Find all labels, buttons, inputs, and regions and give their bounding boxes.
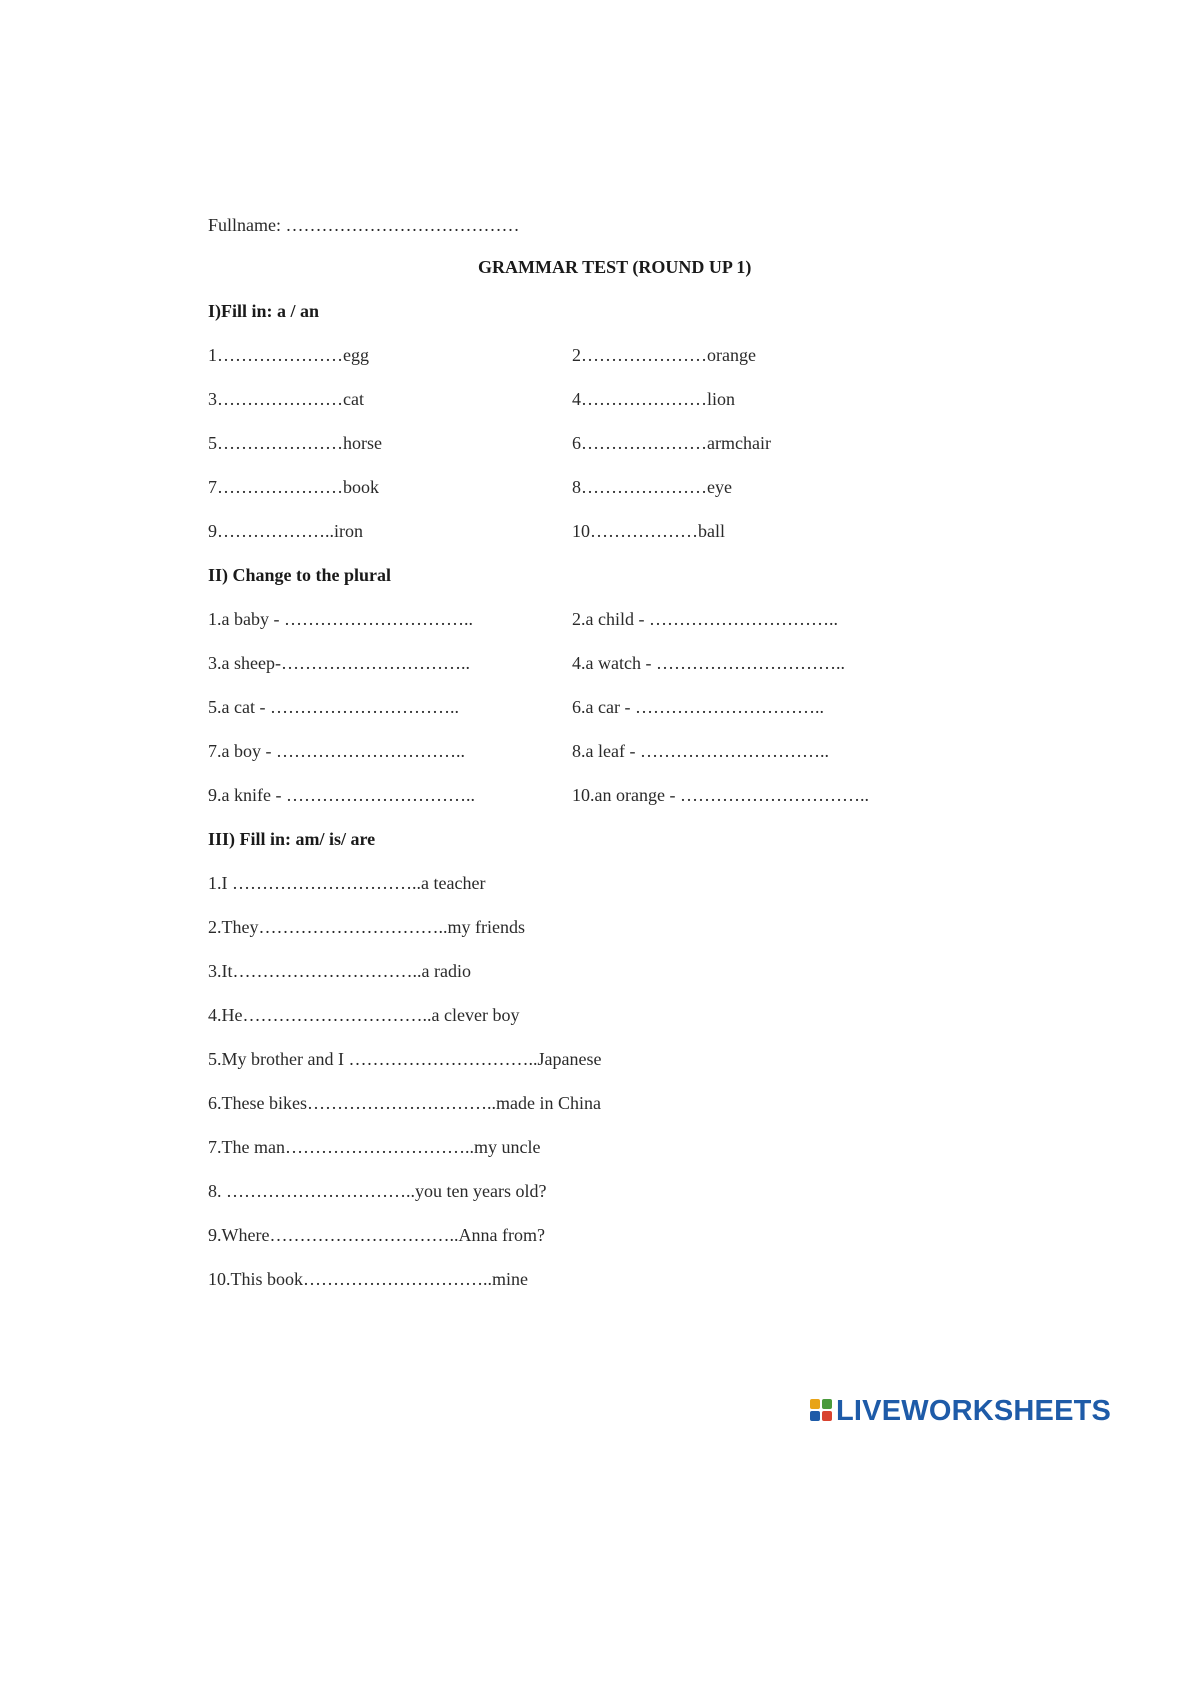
list-item: 6…………………armchair [572,433,771,453]
list-item: 10.an orange - ………………………….. [572,785,869,805]
list-item: 3…………………cat [208,389,364,409]
list-item: 1.I …………………………..a teacher [208,873,486,893]
list-item: 9………………..iron [208,521,363,541]
list-item: 1.a baby - ………………………….. [208,609,473,629]
list-item: 7.a boy - ………………………….. [208,741,465,761]
section1-heading: I)Fill in: a / an [208,301,320,321]
list-item: 3.It…………………………..a radio [208,961,471,981]
list-item: 1…………………egg [208,345,369,365]
section2-heading: II) Change to the plural [208,565,392,585]
fullname-line: Fullname: ………………………………… [208,215,520,235]
list-item: 8…………………eye [572,477,732,497]
list-item: 5.a cat - ………………………….. [208,697,459,717]
list-item: 8.a leaf - ………………………….. [572,741,829,761]
list-item: 3.a sheep-………………………….. [208,653,470,673]
list-item: 4.He…………………………..a clever boy [208,1005,520,1025]
list-item: 7.The man…………………………..my uncle [208,1137,541,1157]
list-item: 5…………………horse [208,433,382,453]
liveworksheets-logo [810,1396,1111,1426]
list-item: 2…………………orange [572,345,756,365]
list-item: 8. …………………………..you ten years old? [208,1181,547,1201]
page-title: GRAMMAR TEST (ROUND UP 1) [478,257,752,277]
list-item: 10………………ball [572,521,725,541]
list-item: 9.Where…………………………..Anna from? [208,1225,545,1245]
list-item: 5.My brother and I …………………………..Japanese [208,1049,602,1069]
list-item: 2.They…………………………..my friends [208,917,525,937]
list-item: 7…………………book [208,477,379,497]
section3-heading: III) Fill in: am/ is/ are [208,829,376,849]
list-item: 4…………………lion [572,389,736,409]
list-item: 10.This book…………………………..mine [208,1269,528,1289]
list-item: 6.a car - ………………………….. [572,697,824,717]
logo-mark-icon [810,1399,834,1423]
list-item: 9.a knife - ………………………….. [208,785,475,805]
logo-text: LIVEWORKSHEETS [836,1394,1112,1427]
list-item: 2.a child - ………………………….. [572,609,838,629]
list-item: 6.These bikes…………………………..made in China [208,1093,601,1113]
list-item: 4.a watch - ………………………….. [572,653,845,673]
